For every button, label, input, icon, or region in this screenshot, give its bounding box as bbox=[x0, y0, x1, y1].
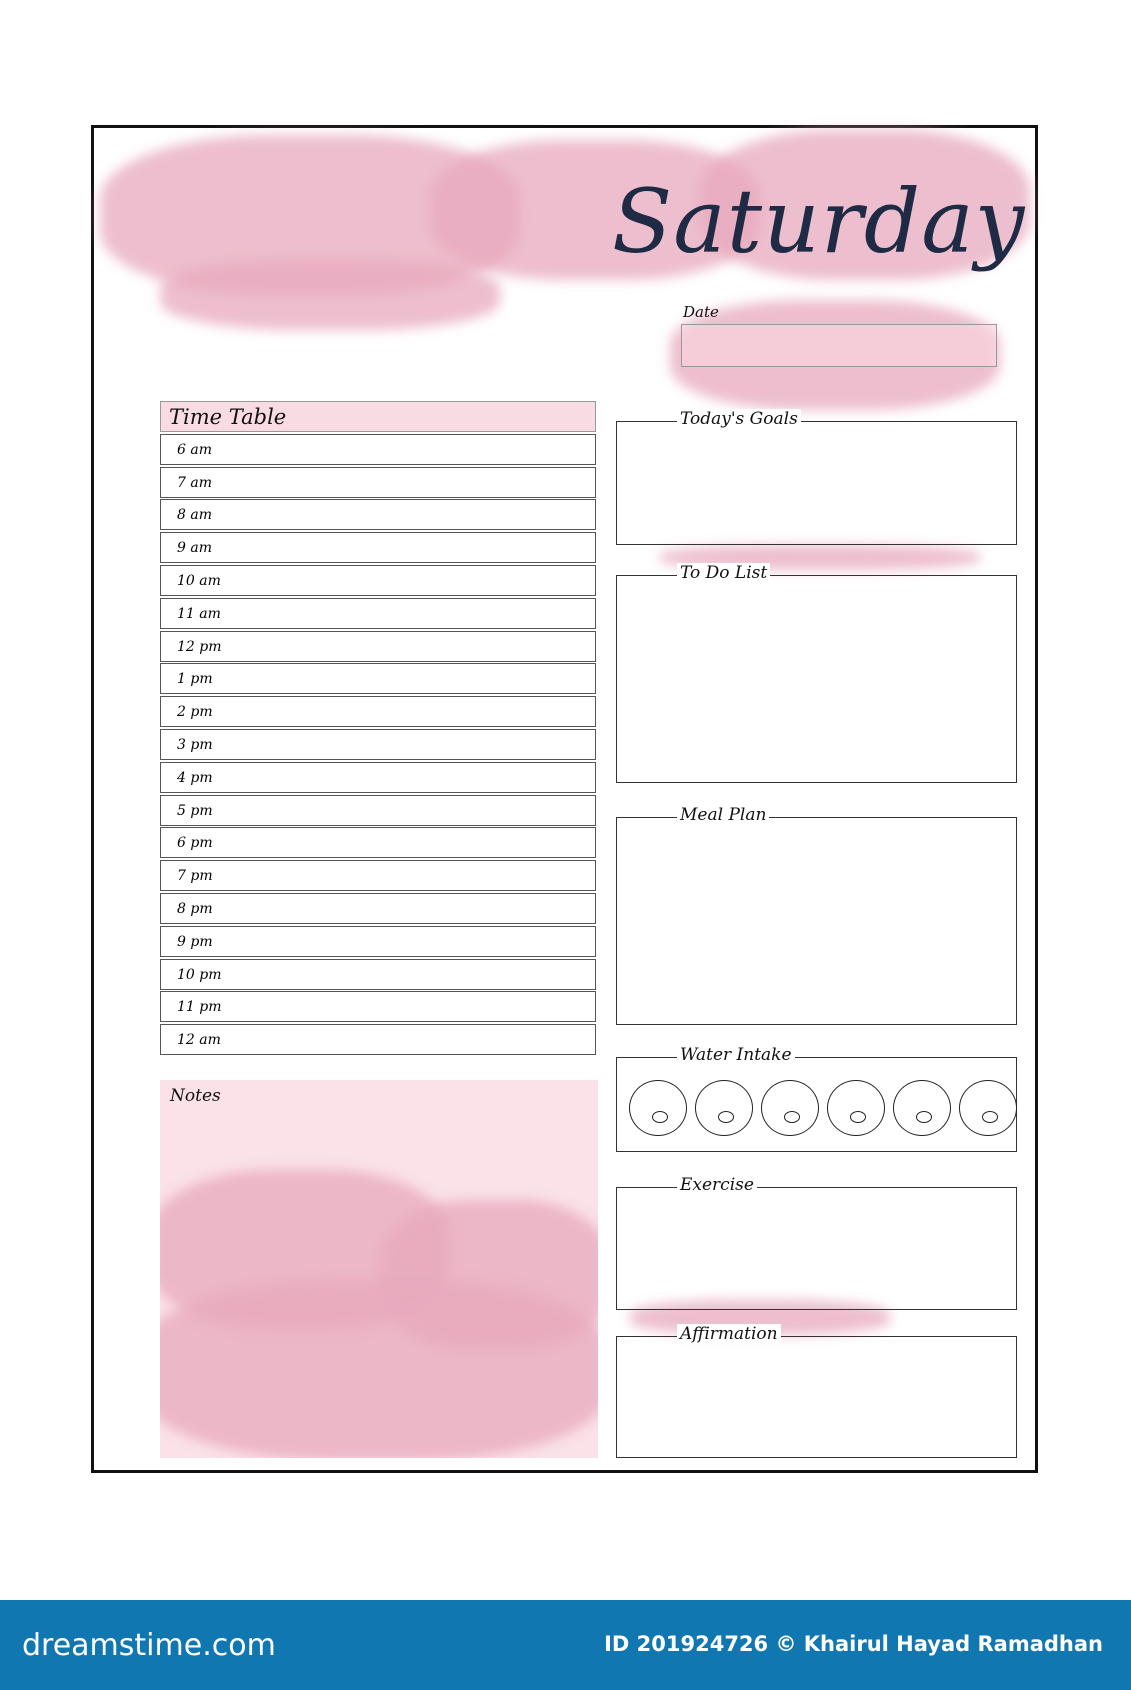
todo-box[interactable] bbox=[616, 563, 1017, 783]
date-label: Date bbox=[683, 303, 719, 321]
affirmation-label: Affirmation bbox=[677, 1324, 781, 1344]
water-intake-box bbox=[616, 1045, 1017, 1152]
water-glass-icon[interactable] bbox=[695, 1080, 753, 1136]
dreamstime-logo[interactable]: dreamstime.com bbox=[22, 1628, 276, 1663]
water-glass-icon[interactable] bbox=[761, 1080, 819, 1136]
date-field[interactable] bbox=[681, 324, 997, 367]
footer-bar bbox=[0, 1600, 1131, 1690]
time-slot[interactable]: 8 pm bbox=[160, 893, 596, 924]
notes-area[interactable] bbox=[160, 1080, 598, 1458]
time-slot[interactable]: 7 am bbox=[160, 467, 596, 498]
notes-label: Notes bbox=[170, 1086, 221, 1106]
time-slot[interactable]: 10 am bbox=[160, 565, 596, 596]
time-table bbox=[160, 401, 596, 1055]
time-slot[interactable]: 11 pm bbox=[160, 991, 596, 1022]
time-slot[interactable]: 12 pm bbox=[160, 631, 596, 662]
time-slot[interactable]: 12 am bbox=[160, 1024, 596, 1055]
meal-plan-label: Meal Plan bbox=[677, 805, 769, 825]
time-slot[interactable]: 11 am bbox=[160, 598, 596, 629]
time-slot[interactable]: 2 pm bbox=[160, 696, 596, 727]
water-glass-icon[interactable] bbox=[629, 1080, 687, 1136]
time-slot[interactable]: 10 pm bbox=[160, 959, 596, 990]
meal-plan-box[interactable] bbox=[616, 805, 1017, 1025]
affirmation-box[interactable] bbox=[616, 1324, 1017, 1458]
image-credit: ID 201924726 © Khairul Hayad Ramadhan bbox=[604, 1632, 1103, 1656]
time-slot[interactable]: 4 pm bbox=[160, 762, 596, 793]
time-slot[interactable]: 9 am bbox=[160, 532, 596, 563]
day-title: Saturday bbox=[612, 170, 1026, 273]
time-slot[interactable]: 6 am bbox=[160, 434, 596, 465]
time-slot[interactable]: 7 pm bbox=[160, 860, 596, 891]
time-slot[interactable]: 1 pm bbox=[160, 663, 596, 694]
time-slot[interactable]: 8 am bbox=[160, 499, 596, 530]
time-slot[interactable]: 6 pm bbox=[160, 827, 596, 858]
water-glass-icon[interactable] bbox=[959, 1080, 1017, 1136]
exercise-label: Exercise bbox=[677, 1175, 757, 1195]
exercise-box[interactable] bbox=[616, 1175, 1017, 1310]
water-glass-icon[interactable] bbox=[827, 1080, 885, 1136]
water-intake-label: Water Intake bbox=[677, 1045, 795, 1065]
water-glass-icon[interactable] bbox=[893, 1080, 951, 1136]
time-table-title: Time Table bbox=[160, 401, 596, 432]
time-slot[interactable]: 9 pm bbox=[160, 926, 596, 957]
time-slot[interactable]: 3 pm bbox=[160, 729, 596, 760]
todo-label: To Do List bbox=[677, 563, 770, 583]
time-slot[interactable]: 5 pm bbox=[160, 795, 596, 826]
goals-box[interactable] bbox=[616, 409, 1017, 545]
goals-label: Today's Goals bbox=[677, 409, 801, 429]
